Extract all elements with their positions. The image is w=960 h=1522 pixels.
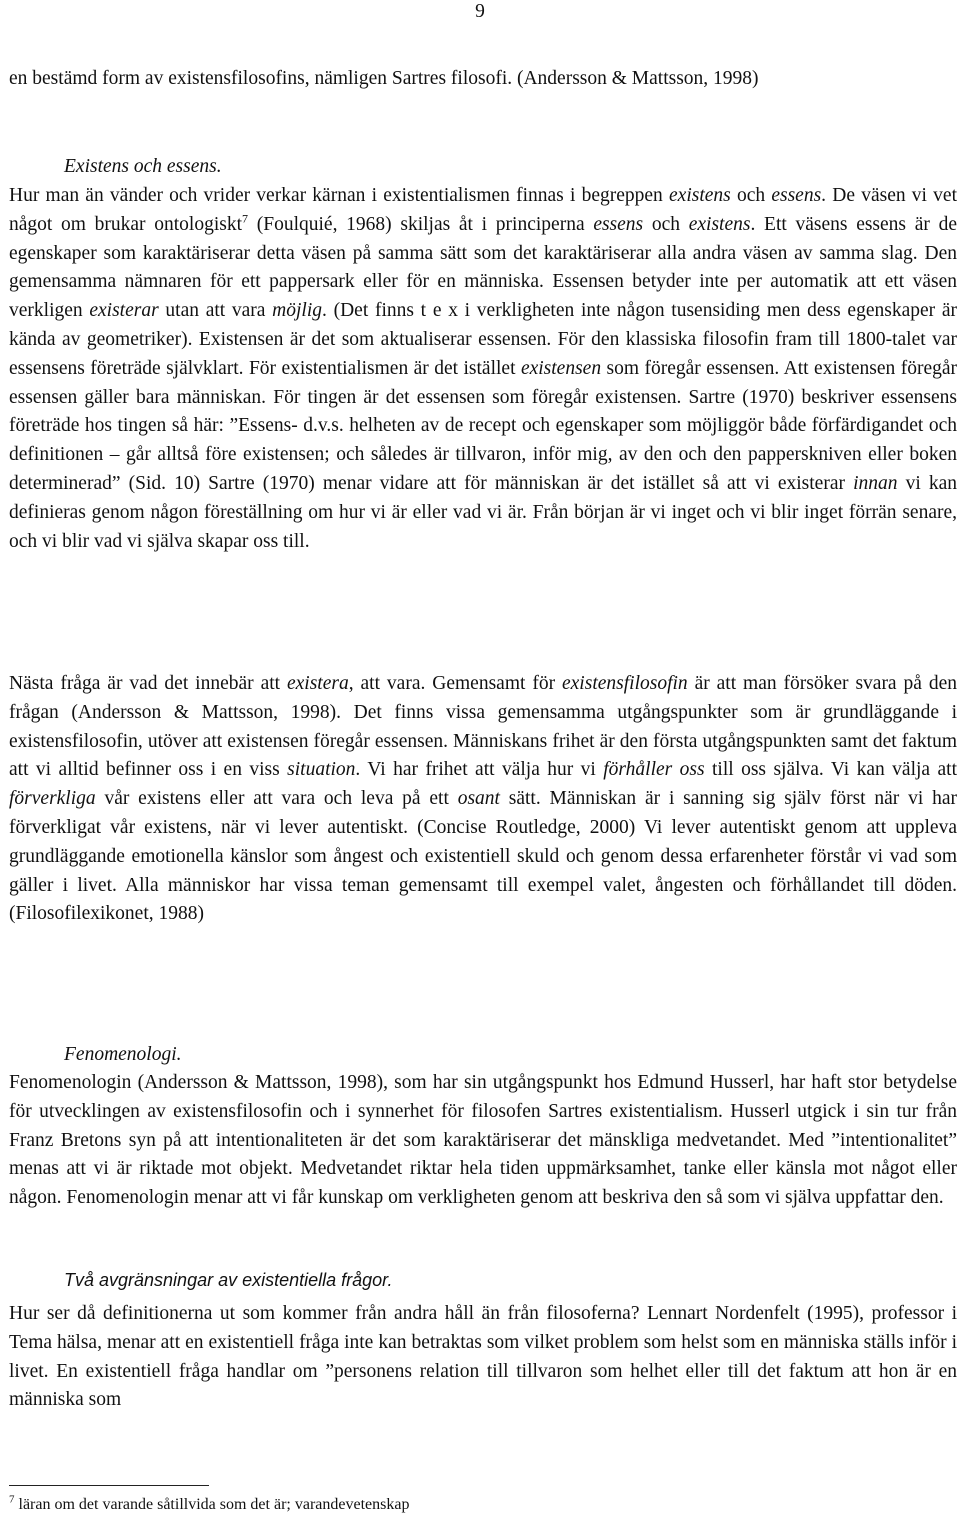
footnote-divider bbox=[9, 1485, 209, 1486]
page-number: 9 bbox=[475, 1, 485, 22]
footnote-number: 7 bbox=[9, 1493, 15, 1506]
footnote: $^7$ läran om det varande såtillvida som det är; varandevetenskap bbox=[9, 1493, 410, 1513]
section-heading-existens-och-essens: Existens och essens. bbox=[64, 156, 222, 177]
section-heading-avgransningar: Två avgränsningar av existentiella frågor. bbox=[64, 1270, 393, 1290]
section-heading-fenomenologi: Fenomenologi. bbox=[64, 1044, 182, 1065]
footnote-reference: 7 bbox=[242, 211, 249, 226]
paragraph-att-existera: Nästa fråga är vad det innebär att existera, att vara. Gemensamt för existensfilosofin är att man försöker svara på den frågan (Andersson & Mattsson, 1998). Det finns vissa gemensamma utgångspunkter som är grundläggande i existensfilosofin, utöver att existensen föregår essensen. Människans frihet är den första utgångspunkten samt det faktum att vi alltid befinner oss i en viss situation. Vi har frihet att välja hur vi förhåller oss till oss själva. Vi kan välja att förverkliga vår existens eller att vara och leva på ett osant sätt. Människan är i sanning sig själv först när vi har förverkligat vår existens, när vi lever autentiskt. (Concise Routledge, 2000) Vi lever autentiskt genom att uppleva grundläggande emotionella känslor som ångest och existentiell skuld och genom dessa erfarenheter förstår vi vad som gäller i livet. Alla människor har vissa teman gemensamt till exempel valet, ångesten och förhållandet till döden. (Filosofilexikonet, 1988) bbox=[9, 673, 957, 925]
paragraph-avgransningar: Hur ser då definitionerna ut som kommer från andra håll än från filosoferna? Lennart Nordenfelt (1995), professor i Tema hälsa, menar att en existentiell fråga inte kan betraktas som vilket problem som helst som en människa ställs inför i livet. En existentiell fråga handlar om ”personens relation till tillvaron som helhet eller till det faktum att hon är en människa som bbox=[9, 1303, 957, 1411]
intro-paragraph: en bestämd form av existensfilosofins, nämligen Sartres filosofi. (Andersson & Mattsson, 1998) bbox=[9, 68, 759, 89]
paragraph-fenomenologi: Fenomenologin (Andersson & Mattsson, 1998), som har sin utgångspunkt hos Edmund Husserl, har haft stor betydelse för utvecklingen av existensfilosofin och i synnerhet för filosofen Sartres existentialism. Husserl utgick i sin tur från Franz Bretons syn på att intentionaliteten är det som karaktäriserar det mänskliga medvetandet. Med ”intentionalitet” menas att vi är riktade mot objekt. Medvetandet riktar hela tiden uppmärksamhet, tanke eller känsla mot något eller någon. Fenomenologin menar att vi får kunskap om verkligheten genom att beskriva den så som vi själva uppfattar den. bbox=[9, 1072, 957, 1209]
paragraph-existens-och-essens: Hur man än vänder och vrider verkar kärnan i existentialismen finnas i begreppen existens och essens. De väsen vi vet något om brukar ontologiskt$^7$ (Foulquié, 1968) skiljas åt i principerna essens och existens. Ett väsens essens är de egenskaper som karaktäriserar detta väsen på samma sätt som det karaktäriserar alla andra väsen av samma slag. Den gemensamma nämnaren för ett pappersark eller för en människa. Essensen betyder inte per automatik att ett väsen verkligen existerar utan att vara möjlig. (Det finns t e x i verkligheten inte någon tusensiding men dess egenskaper är kända av geometriker). Existensen är det som aktualiserar essensen. För den klassiska filosofin fram till 1800-talet var essensens företräde självklart. För existentialismen är det istället existensen som föregår essensen. Att existensen föregår essensen gäller bara människan. För tingen är det essensen som föregår existensen. Sartre (1970) beskriver essensens företräde hos tingen så här: ”Essens- d.v.s. helheten av de recept och egenskaper som möjliggör både förfärdigandet och definitionen – går alltså före existensen; och således är tillvaron, inför mig, av den och den papperskniven eller boken determinerad” (Sid. 10) Sartre (1970) menar vidare att för människan är det istället så att vi existerar innan vi kan definieras genom någon föreställning om hur vi är eller vad vi är. Från början är vi inget och vi blir inget förrän senare, och vi blir vad vi själva skapar oss till. bbox=[9, 185, 958, 552]
